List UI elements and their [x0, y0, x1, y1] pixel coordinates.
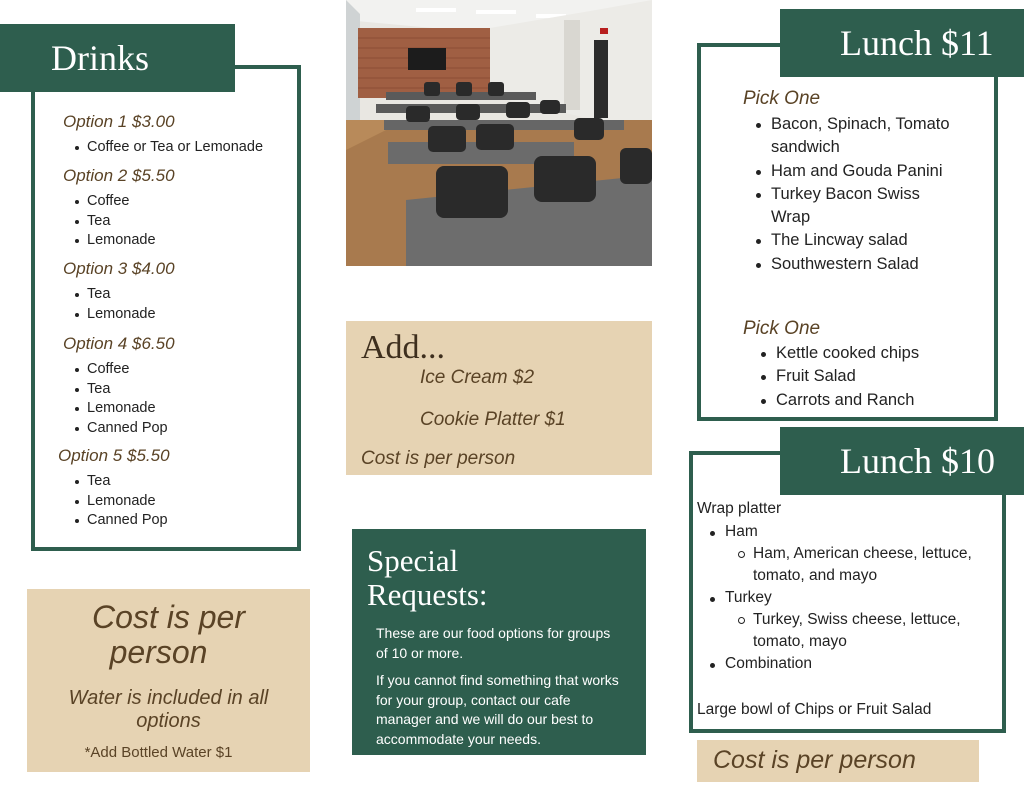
lunch11-side-list	[748, 342, 978, 412]
lunch10-title: Lunch $10	[840, 441, 995, 481]
lunch11-pick2-heading: Pick One	[743, 318, 821, 339]
classroom-photo-image	[346, 0, 652, 266]
list-item: Lemonade	[63, 492, 168, 512]
lunch11-pick1-heading: Pick One	[743, 88, 821, 109]
ham-sublist	[725, 543, 997, 587]
list-item: Lemonade	[63, 305, 156, 325]
add-title: Add...	[361, 329, 446, 366]
list-item-combination: Combination	[697, 653, 997, 675]
turkey-label: Turkey	[725, 589, 772, 606]
list-item: Kettle cooked chips	[748, 342, 978, 365]
drinks-header	[0, 24, 235, 92]
list-item: Tea	[63, 212, 156, 232]
large-bowl-note: Large bowl of Chips or Fruit Salad	[697, 701, 932, 718]
list-item: Tea	[63, 285, 156, 305]
drinks-option-3-list	[63, 285, 156, 324]
list-item: Tea	[63, 472, 168, 492]
drinks-option-2-list	[63, 192, 156, 251]
ham-label: Ham	[725, 523, 758, 540]
list-item-ham	[697, 521, 997, 587]
drinks-option-1-title: Option 1 $3.00	[63, 112, 175, 131]
lunch11-header	[780, 9, 1024, 77]
classroom-photo	[346, 0, 652, 266]
special-paragraph-2: If you cannot find something that works for your group, contact our cafe manager and we will do our best to accommodate your needs.	[376, 672, 619, 747]
list-item: Carrots and Ranch	[748, 389, 978, 412]
add-ice-cream: Ice Cream $2	[420, 367, 535, 388]
list-item: Canned Pop	[63, 419, 168, 439]
drinks-option-4-list	[63, 360, 168, 438]
add-box	[346, 321, 652, 475]
list-item: Canned Pop	[63, 511, 168, 531]
lunch10-cost-box	[697, 740, 979, 782]
special-title-line1: Special	[367, 543, 459, 578]
drinks-option-5-title: Option 5 $5.50	[58, 446, 170, 465]
list-item: Southwestern Salad	[743, 253, 953, 276]
drinks-option-3-title: Option 3 $4.00	[63, 259, 175, 278]
list-item: Lemonade	[63, 231, 156, 251]
list-item: Bacon, Spinach, Tomato sandwich	[743, 113, 953, 160]
list-item: Tea	[63, 380, 168, 400]
special-title-line2: Requests:	[367, 577, 488, 612]
lunch10-cost-note: Cost is per person	[713, 746, 916, 774]
cost-box-line2: person	[109, 634, 208, 670]
cost-box	[27, 589, 310, 772]
drinks-option-5-list	[63, 472, 168, 531]
special-paragraph-1: These are our food options for groups of 10 or more.	[376, 625, 611, 661]
water-note-line2: options	[136, 710, 201, 732]
list-item: Ham and Gouda Panini	[743, 160, 953, 183]
lunch11-title: Lunch $11	[840, 23, 994, 63]
list-item: Turkey Bacon Swiss Wrap	[743, 183, 953, 230]
turkey-detail: Turkey, Swiss cheese, lettuce, tomato, mayo	[725, 609, 998, 653]
list-item: Coffee	[63, 192, 156, 212]
list-item-turkey	[697, 587, 997, 653]
turkey-sublist	[725, 609, 997, 653]
water-note-line1: Water is included in all	[68, 687, 269, 709]
list-item: Lemonade	[63, 399, 168, 419]
cost-box-line1: Cost is per	[92, 599, 245, 635]
ham-detail: Ham, American cheese, lettuce, tomato, and mayo	[725, 543, 998, 587]
lunch11-main-list	[743, 113, 953, 276]
list-item: Coffee	[63, 360, 168, 380]
lunch10-header	[780, 427, 1024, 495]
drinks-option-1-list	[63, 138, 263, 158]
special-requests-box	[352, 529, 646, 755]
list-item: Coffee or Tea or Lemonade	[63, 138, 263, 158]
drinks-title: Drinks	[51, 38, 149, 78]
drinks-option-2-title: Option 2 $5.50	[63, 166, 175, 185]
list-item: The Lincway salad	[743, 229, 953, 252]
add-cookie-platter: Cookie Platter $1	[420, 409, 566, 430]
drinks-option-4-title: Option 4 $6.50	[63, 334, 175, 353]
list-item: Fruit Salad	[748, 365, 978, 388]
lunch10-list	[697, 521, 997, 675]
add-cost-note: Cost is per person	[361, 448, 516, 469]
bottled-water-note: *Add Bottled Water $1	[84, 744, 233, 761]
wrap-platter-heading: Wrap platter	[697, 500, 782, 517]
